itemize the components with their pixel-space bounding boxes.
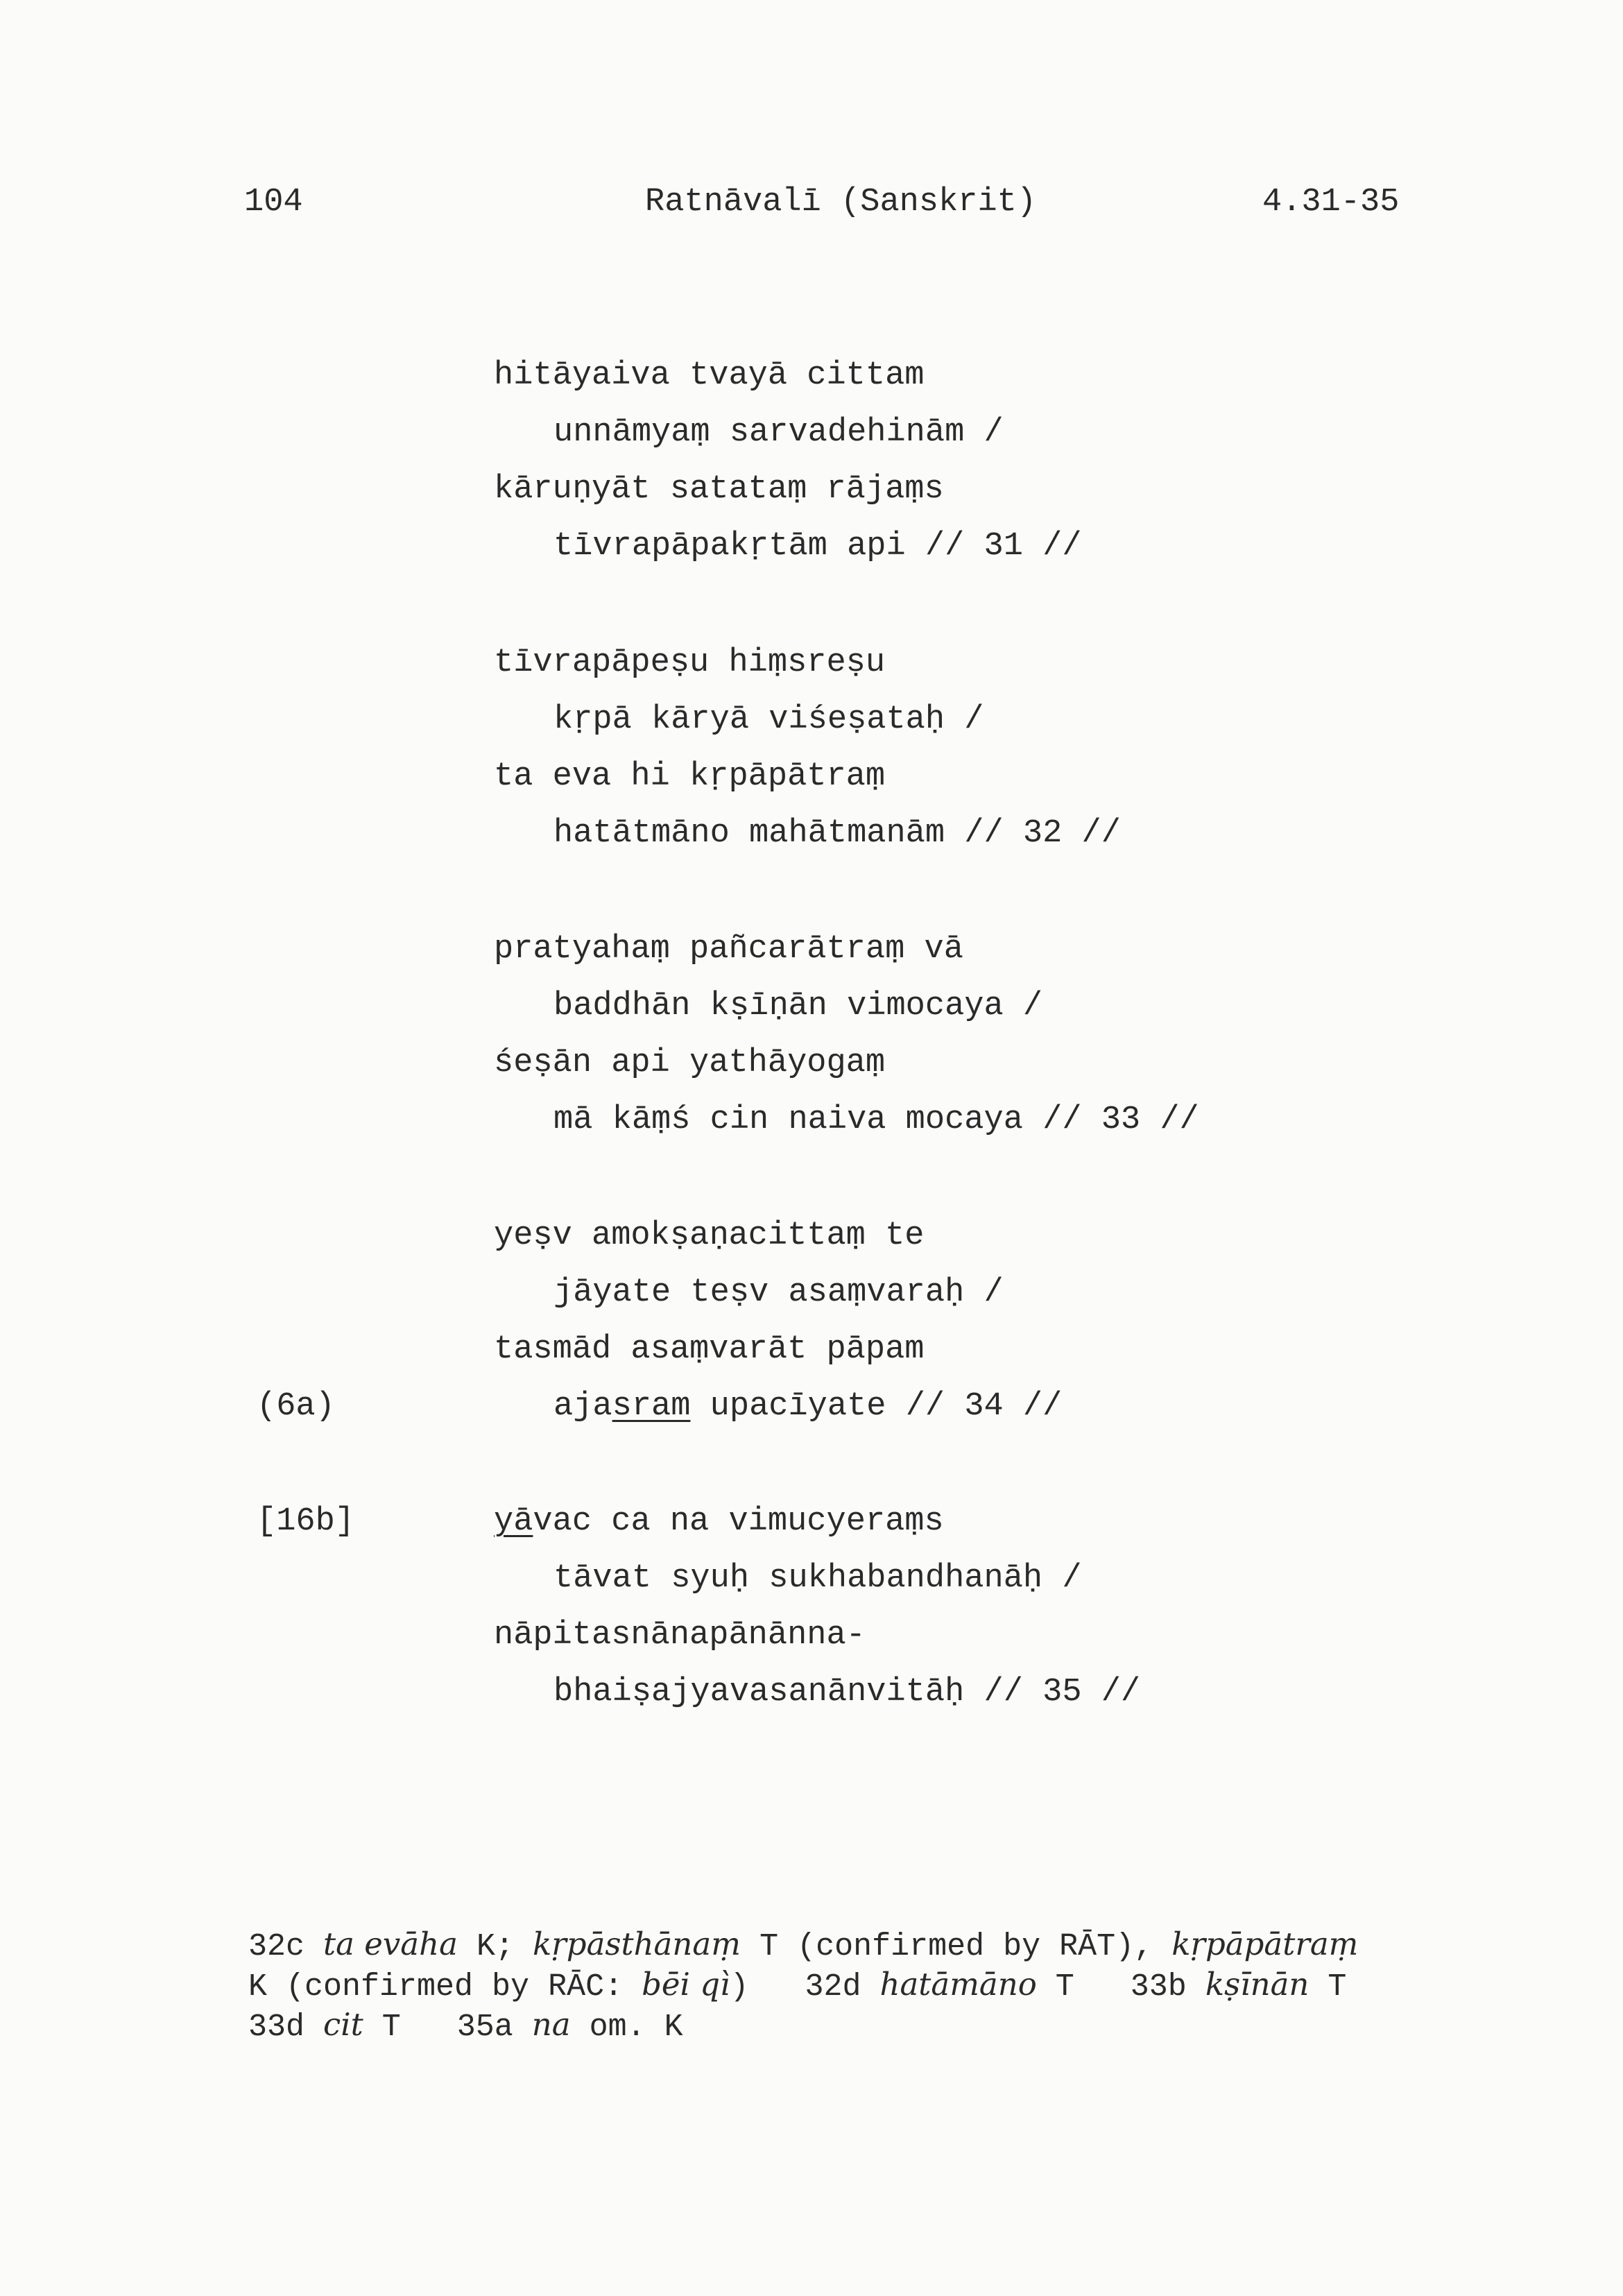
footnote-text: 32c [248, 1929, 324, 1964]
verse-line: hitāyaiva tvayā cittam [494, 357, 925, 394]
footnote-text: 33d [248, 2010, 324, 2045]
footnote-reading: ta evāha [323, 1926, 458, 1962]
footnote-text: T [1309, 1969, 1347, 2005]
footnote-text: K (confirmed by RĀC: [248, 1969, 642, 2005]
verse-line: bhaiṣajyavasanānvitāḥ // 35 // [553, 1674, 1141, 1711]
verse-line: tāvat syuḥ sukhabandhanāḥ / [553, 1560, 1082, 1597]
margin-note-6a: (6a) [257, 1388, 335, 1425]
verse-text: aja [553, 1388, 612, 1425]
margin-note-16b: [16b] [257, 1503, 355, 1540]
verse-line: unnāmyaṃ sarvadehinām / [553, 414, 1004, 451]
verse-line [494, 1505, 944, 1538]
underlined-text: sram [612, 1388, 691, 1425]
footnote-text: om. K [570, 2010, 683, 2045]
footnote-text: T 35a [363, 2010, 532, 2045]
verse-line: tīvrapāpakṛtām api // 31 // [553, 528, 1082, 565]
verse-line: jāyate teṣv asaṃvaraḥ / [553, 1274, 1004, 1311]
footnote-reading: kṛpāsthānaṃ [532, 1926, 741, 1962]
verse-text: upacīyate // 34 // [690, 1388, 1063, 1425]
footnote-text: ) 32d [730, 1969, 880, 2005]
footnote-text: T (confirmed by RĀT), [741, 1929, 1172, 1964]
verse-line: yeṣv amokṣaṇacittaṃ te [494, 1217, 925, 1254]
footnote-line [248, 2006, 683, 2045]
footnote-line [248, 1966, 1347, 2005]
verse-line: hatātmāno mahātmanām // 32 // [553, 815, 1121, 852]
verse-line: ta eva hi kṛpāpātraṃ [494, 758, 886, 795]
footnote-text: K; [457, 1929, 533, 1964]
footnote-reading: cit [323, 2006, 363, 2043]
verse-line [553, 1390, 1062, 1423]
underlined-text: yā [494, 1503, 533, 1540]
footnote-reading: na [531, 2006, 571, 2043]
verse-line: baddhān kṣīṇān vimocaya / [553, 988, 1043, 1025]
verse-line: tasmād asaṃvarāt pāpam [494, 1331, 925, 1368]
footnote-line [248, 1928, 1359, 1962]
verse-line: tīvrapāpeṣu hiṃsreṣu [494, 644, 886, 681]
footnote-reading: kṣīnān [1205, 1966, 1309, 2003]
verse-line: nāpitasnānapānānna- [494, 1617, 866, 1654]
verse-line: kṛpā kāryā viśeṣataḥ / [553, 701, 984, 738]
page-number: 104 [244, 184, 303, 221]
footnote-reading: hatāmāno [879, 1966, 1037, 2003]
verse-text: vac ca na vimucyeraṃs [533, 1503, 944, 1540]
footnote-text: T 33b [1036, 1969, 1205, 2005]
footnote-reading: bēi qì [642, 1966, 730, 2003]
verse-line: mā kāṃś cin naiva mocaya // 33 // [553, 1102, 1199, 1138]
verse-line: kāruṇyāt satataṃ rājaṃs [494, 471, 944, 508]
running-title: Ratnāvalī (Sanskrit) [645, 184, 1037, 221]
verse-line: śeṣān api yathāyogaṃ [494, 1045, 886, 1081]
verse-line: pratyahaṃ pañcarātraṃ vā [494, 931, 963, 968]
footnote-reading: kṛpāpātraṃ [1171, 1926, 1359, 1962]
verse-range: 4.31-35 [1262, 184, 1400, 221]
